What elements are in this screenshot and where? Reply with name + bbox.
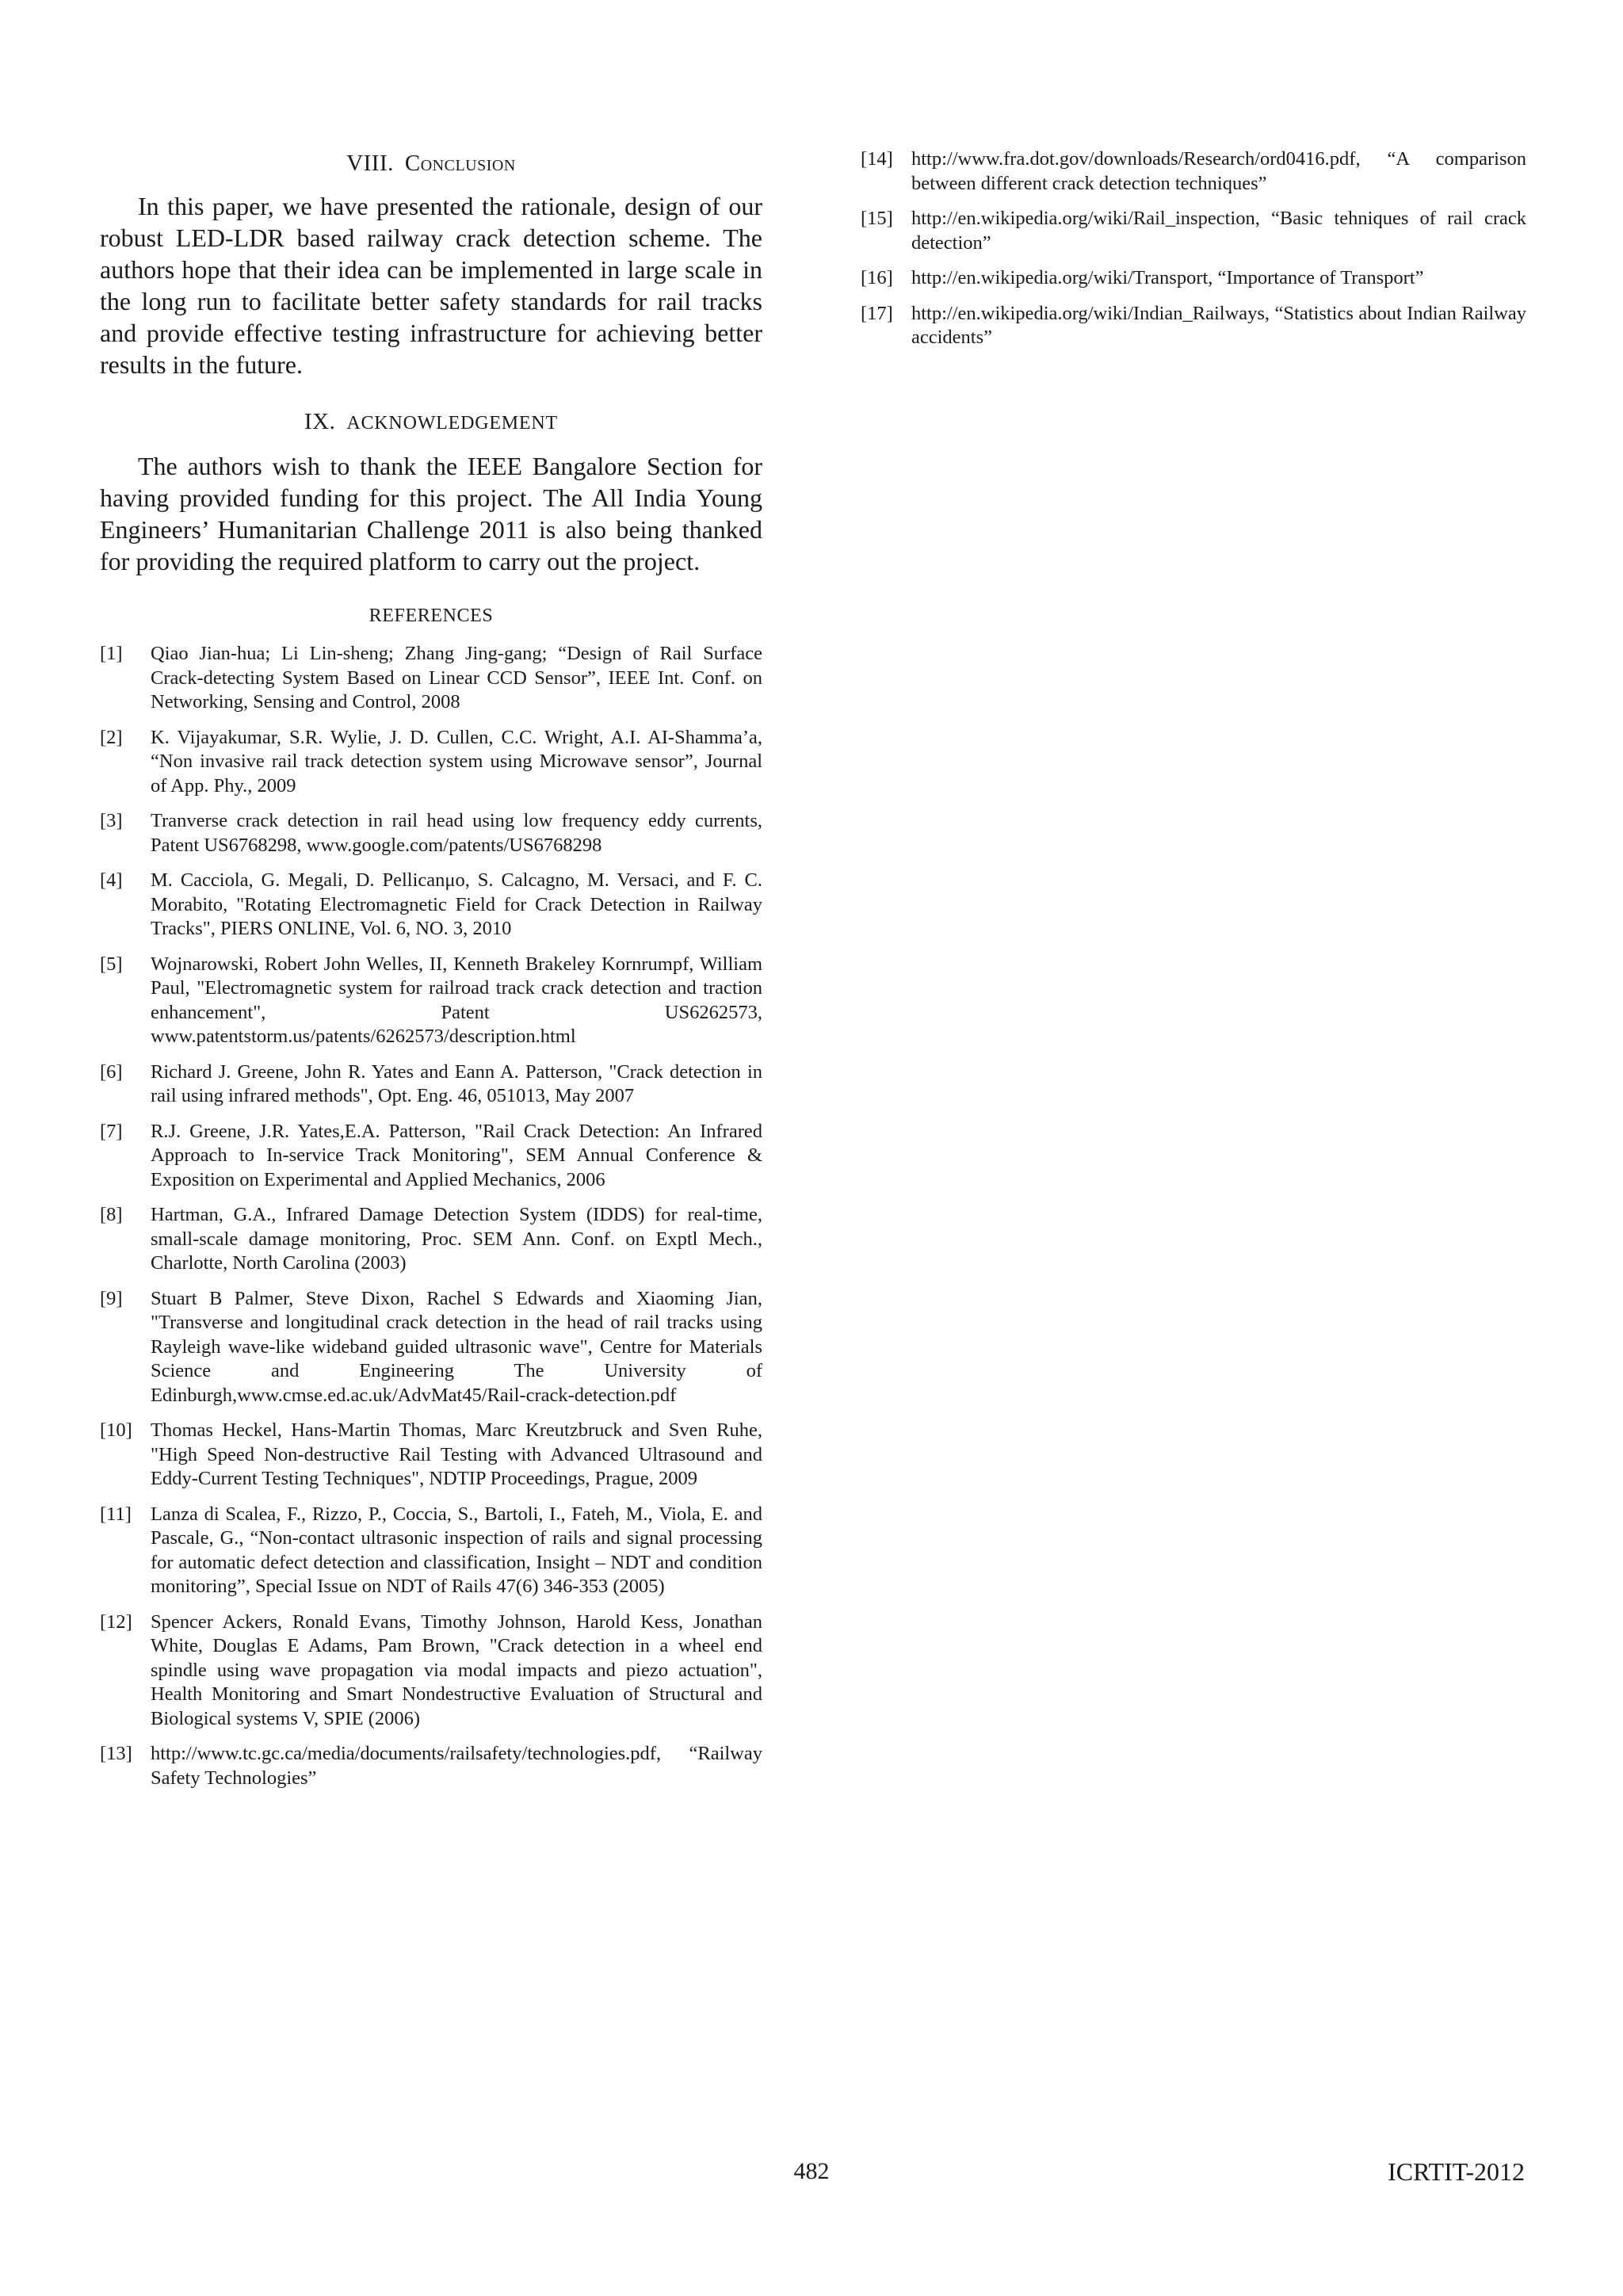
acknowledgement-title: ACKNOWLEDGEMENT <box>346 413 558 434</box>
reference-text: http://www.fra.dot.gov/downloads/Research/ord0416.pdf, “A comparison between different crack detection techniques” <box>911 148 1526 194</box>
reference-number: [3] <box>100 810 123 831</box>
reference-item <box>100 1503 762 1599</box>
references-heading: REFERENCES <box>369 606 494 626</box>
reference-item <box>100 1287 762 1408</box>
reference-item <box>861 266 1526 291</box>
reference-item <box>100 869 762 942</box>
reference-number: [11] <box>100 1503 132 1525</box>
conclusion-heading <box>100 147 762 179</box>
reference-text: M. Cacciola, G. Megali, D. Pellicanμo, S. Calcagno, M. Versaci, and F. C. Morabito, "Rotating Electromagnetic Field for Crack Detection in Railway Tracks", PIERS ONLINE, Vol. 6, NO. 3, 2010 <box>151 869 762 939</box>
acknowledgement-number: IX. <box>304 409 336 434</box>
reference-number: [9] <box>100 1287 123 1309</box>
left-column <box>100 147 762 1801</box>
conclusion-paragraph: In this paper, we have presented the rationale, design of our robust LED-LDR based railway crack detection scheme. The authors hope that their idea can be implemented in large scale in the long run to facilitate better safety standards for rail tracks and provide effective testing infrastructure for achieving better results in the future. <box>100 192 762 379</box>
acknowledgement-paragraph: The authors wish to thank the IEEE Bangalore Section for having provided funding for this project. The All India Young Engineers’ Humanitarian Challenge 2011 is also being thanked for providing the required platform to carry out the project. <box>100 452 762 575</box>
reference-text: http://en.wikipedia.org/wiki/Rail_inspection, “Basic tehniques of rail crack detection” <box>911 208 1526 254</box>
reference-number: [10] <box>100 1419 132 1441</box>
reference-item <box>100 953 762 1049</box>
reference-item <box>861 207 1526 255</box>
reference-list-right <box>861 147 1526 350</box>
reference-text: http://en.wikipedia.org/wiki/Indian_Railways, “Statistics about Indian Railway accidents” <box>911 302 1526 348</box>
reference-item <box>100 1060 762 1109</box>
reference-text: Lanza di Scalea, F., Rizzo, P., Coccia, S., Bartoli, I., Fateh, M., Viola, E. and Pascale, G., “Non-contact ultrasonic inspection of rails and signal processing for automatic defect detection and classification, Insight – NDT and condition monitoring”, Special Issue on NDT of Rails 47(6) 346-353 (2005) <box>151 1503 762 1597</box>
reference-number: [4] <box>100 869 123 891</box>
reference-text: Stuart B Palmer, Steve Dixon, Rachel S Edwards and Xiaoming Jian, "Transverse and longitudinal crack detection in the head of rail tracks using Rayleigh wave-like wideband guided ultrasonic wave", Centre for Materials Science and Engineering The University of Edinburgh,www.cmse.ed.ac.uk/AdvMat45/Rail-crack-detection.pdf <box>151 1287 762 1406</box>
conclusion-number: VIII. <box>346 151 394 176</box>
reference-number: [13] <box>100 1743 132 1764</box>
reference-number: [6] <box>100 1060 123 1083</box>
reference-item <box>100 726 762 799</box>
acknowledgement-heading <box>100 406 762 439</box>
reference-list-left <box>100 642 762 1790</box>
reference-text: http://www.tc.gc.ca/media/documents/railsafety/technologies.pdf, “Railway Safety Technologies” <box>151 1743 762 1789</box>
reference-number: [12] <box>100 1610 132 1633</box>
reference-text: Tranverse crack detection in rail head using low frequency eddy currents, Patent US6768298, www.google.com/patents/US6768298 <box>151 810 762 856</box>
reference-number: [5] <box>100 953 123 975</box>
reference-text: Wojnarowski, Robert John Welles, II, Kenneth Brakeley Kornrumpf, William Paul, "Electromagnetic system for railroad track crack detection and traction enhancement", Patent US6262573, www.patentstorm.us/patents/6262573/description.html <box>151 953 762 1047</box>
page-number: 482 <box>793 2158 830 2184</box>
reference-item <box>100 1610 762 1732</box>
reference-item <box>100 809 762 858</box>
reference-number: [14] <box>861 148 893 170</box>
reference-item <box>861 147 1526 196</box>
reference-text: Qiao Jian-hua; Li Lin-sheng; Zhang Jing-gang; “Design of Rail Surface Crack-detecting System Based on Linear CCD Sensor”, IEEE Int. Conf. on Networking, Sensing and Control, 2008 <box>151 643 762 712</box>
right-column <box>861 147 1526 361</box>
reference-number: [15] <box>861 208 893 229</box>
reference-number: [17] <box>861 302 893 324</box>
reference-item <box>100 1120 762 1193</box>
reference-item <box>861 302 1526 350</box>
reference-item <box>100 1203 762 1276</box>
reference-number: [7] <box>100 1120 123 1142</box>
reference-item <box>100 642 762 715</box>
conclusion-title: Conclusion <box>404 151 516 176</box>
reference-text: Hartman, G.A., Infrared Damage Detection System (IDDS) for real-time, small-scale damage monitoring, Proc. SEM Ann. Conf. on Exptl Mech., Charlotte, North Carolina (2003) <box>151 1204 762 1274</box>
reference-text: http://en.wikipedia.org/wiki/Transport, “Importance of Transport” <box>911 267 1424 288</box>
reference-text: K. Vijayakumar, S.R. Wylie, J. D. Cullen, C.C. Wright, A.I. AI-Shamma’a, “Non invasive rail track detection system using Microwave sensor”, Journal of App. Phy., 2009 <box>151 726 762 797</box>
reference-item <box>100 1742 762 1790</box>
reference-text: R.J. Greene, J.R. Yates,E.A. Patterson, "Rail Crack Detection: An Infrared Approach to In-service Track Monitoring", SEM Annual Conference & Exposition on Experimental and Applied Mechanics, 2006 <box>151 1120 762 1190</box>
reference-number: [8] <box>100 1204 123 1225</box>
reference-number: [1] <box>100 643 123 664</box>
conference-label: ICRTIT-2012 <box>1388 2157 1525 2186</box>
reference-number: [16] <box>861 267 893 288</box>
reference-number: [2] <box>100 726 123 748</box>
reference-text: Richard J. Greene, John R. Yates and Eann A. Patterson, "Crack detection in rail using infrared methods", Opt. Eng. 46, 051013, May 2007 <box>151 1060 762 1106</box>
reference-text: Spencer Ackers, Ronald Evans, Timothy Johnson, Harold Kess, Jonathan White, Douglas E Adams, Pam Brown, "Crack detection in a wheel end spindle using wave propagation via modal impacts and piezo actuation", Health Monitoring and Smart Nondestructive Evaluation of Structural and Biological systems V, SPIE (2006) <box>151 1610 762 1729</box>
reference-item <box>100 1419 762 1492</box>
reference-text: Thomas Heckel, Hans-Martin Thomas, Marc Kreutzbruck and Sven Ruhe, "High Speed Non-destructive Rail Testing with Advanced Ultrasound and Eddy-Current Testing Techniques", NDTIP Proceedings, Prague, 2009 <box>151 1419 762 1489</box>
